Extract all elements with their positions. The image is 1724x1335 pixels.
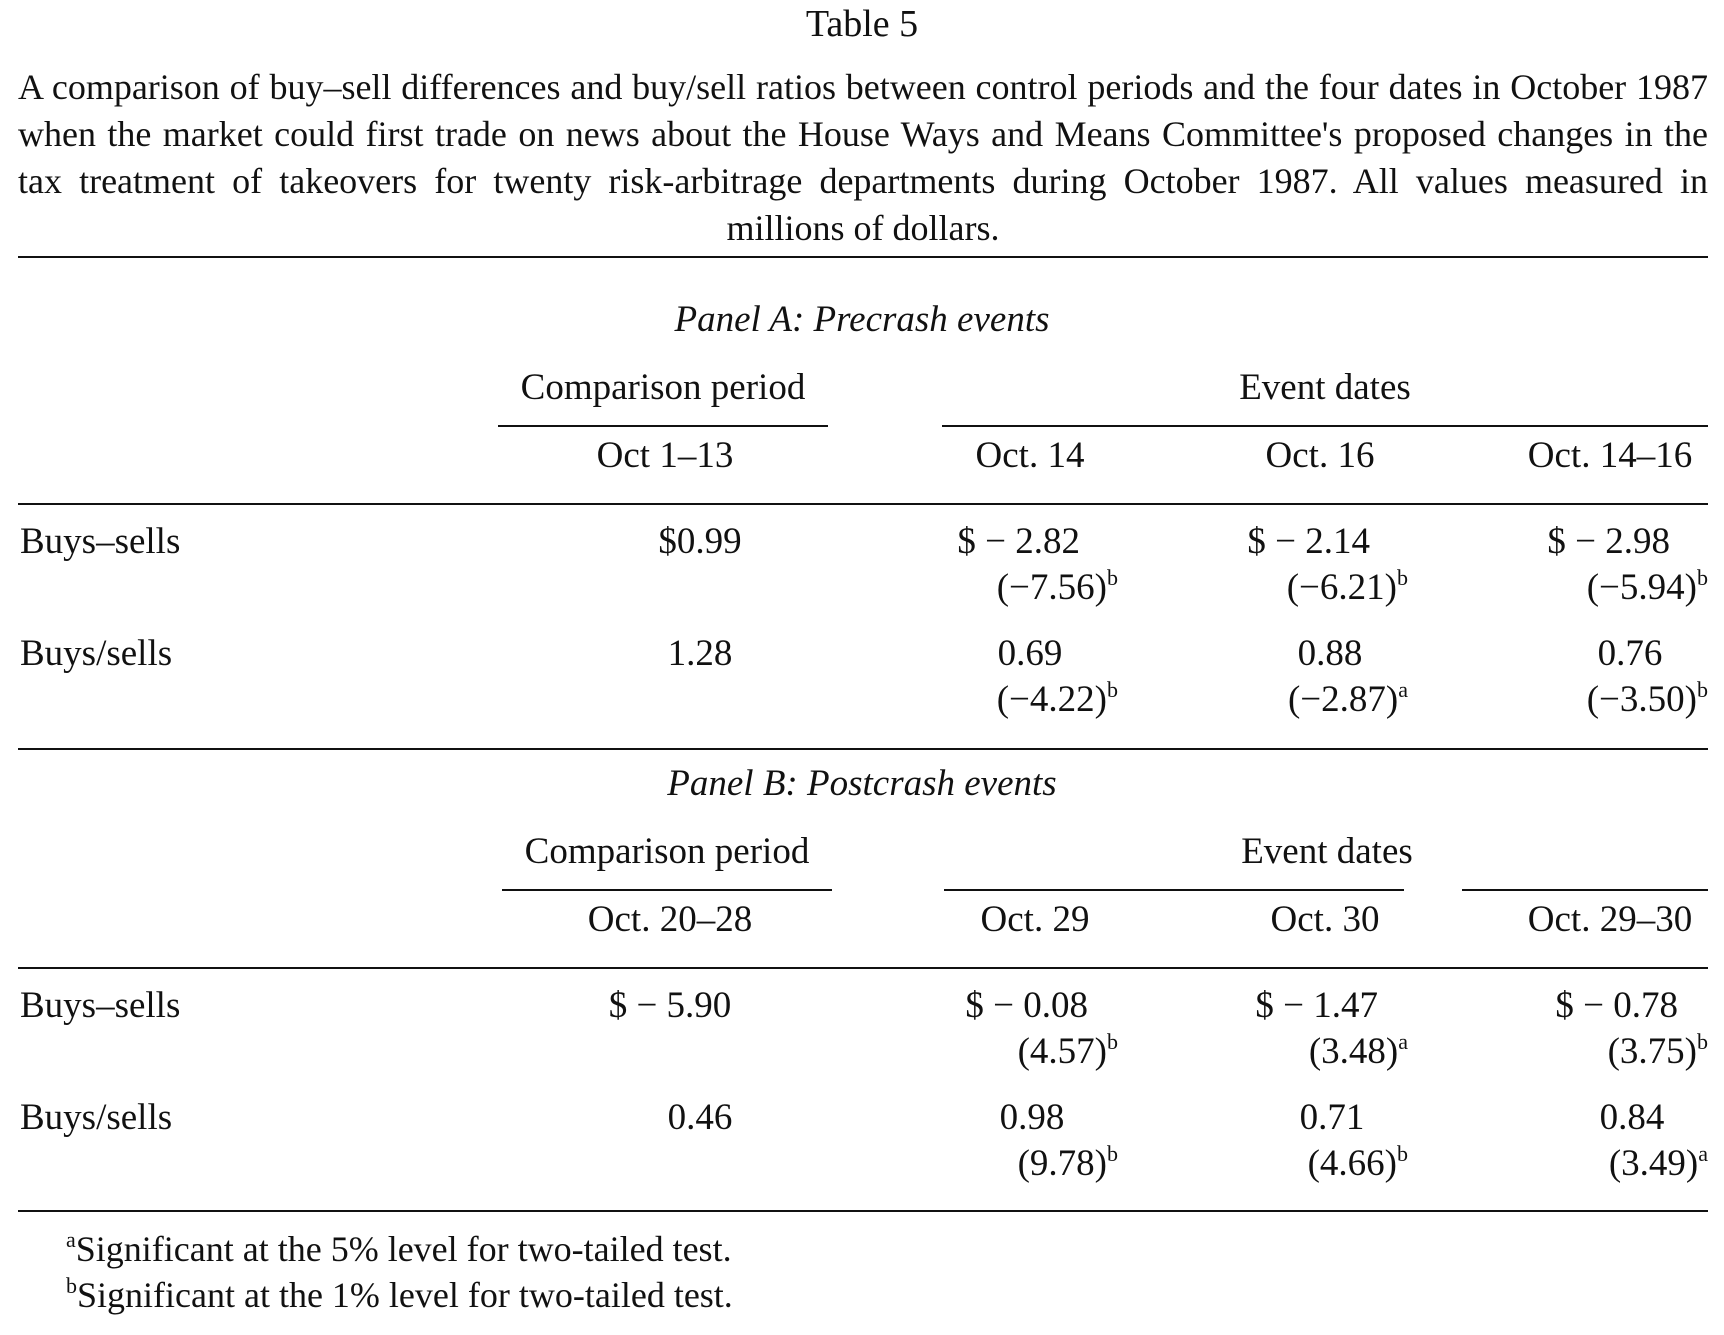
top-rule [18,256,1708,258]
panel-a-row-1-label: Buys–sells [20,521,181,562]
panel-b-row-2-tstat-1: $(9.78)^b$ [1017,1141,1118,1184]
panel-a-header-rule [18,503,1708,505]
panel-b-col-2: Oct. 30 [1270,899,1380,940]
panel-b-row-2-tstat-2: $(4.66)^b$ [1307,1141,1408,1184]
panel-a-row-1-tstat-3: $(-5.94)^b$ [1586,565,1708,608]
panel-b-event-header: Event dates [1241,831,1413,872]
footnote-b: $^b$Significant at the 1% level for two-tailed test. [66,1273,733,1315]
panel-a-col-1: Oct. 14 [975,435,1085,476]
panel-b-comparison-header: Comparison period [524,831,810,872]
panel-a-row-1-value-1: $ − 2.82 [957,521,1080,562]
panel-a-comparison-underline [498,425,828,427]
panel-a-row-2-label: Buys/sells [20,633,173,674]
panel-b-col-3: Oct. 29–30 [1527,899,1693,940]
panel-b-event-underline-2 [1462,889,1708,891]
footnote-a: $^a$Significant at the 5% level for two-tailed test. [66,1227,732,1269]
panel-b-row-1-value-2: $ − 1.47 [1255,985,1378,1026]
panel-a-row-1-value-2: $ − 2.14 [1247,521,1370,562]
panel-b-row-1-value-3: $ − 0.78 [1555,985,1678,1026]
panel-b-title: Panel B: Postcrash events [667,763,1057,804]
panel-b-row-2-label: Buys/sells [20,1097,173,1138]
panel-b-row-2-value-1: 0.98 [999,1097,1065,1138]
panel-a-row-2-comparison: 1.28 [667,633,733,674]
table-caption: A comparison of buy–sell differences and buy/sell ratios between control periods and the four dates in October 1987 when the market could first trade on news about the House Ways and Means Committee's proposed changes in the tax treatment of takeovers for twenty risk-arbitrage departments during October 1987. All values measured in millions of dollars. [18,67,1708,248]
panel-a-col-comparison: Oct 1–13 [596,435,734,476]
panel-b-row-2-tstat-3: $(3.49)^a$ [1608,1141,1708,1184]
panel-b-row-2-comparison: 0.46 [667,1097,733,1138]
panel-a-comparison-header: Comparison period [520,367,806,408]
panel-a-event-header: Event dates [1239,367,1411,408]
panel-b-row-1-tstat-2: $(3.48)^a$ [1308,1029,1408,1072]
panel-b-row-1-tstat-3: $(3.75)^b$ [1607,1029,1708,1072]
panel-b-row-1-value-1: $ − 0.08 [965,985,1088,1026]
panel-a-row-1-tstat-2: $(-6.21)^b$ [1286,565,1408,608]
panel-b-event-underline-1 [944,889,1404,891]
table-title: Table 5 [805,3,919,45]
panel-a-event-underline [942,425,1708,427]
panel-a-row-2-value-2: 0.88 [1297,633,1363,674]
panel-a-row-1-tstat-1: $(-7.56)^b$ [996,565,1118,608]
panel-a-row-2-tstat-1: $(-4.22)^b$ [996,677,1118,720]
panel-b-row-1-tstat-1: $(4.57)^b$ [1017,1029,1118,1072]
panel-a-row-2-value-1: 0.69 [997,633,1063,674]
panel-a-row-2-value-3: 0.76 [1597,633,1663,674]
panel-b-col-1: Oct. 29 [980,899,1090,940]
panel-b-row-1-label: Buys–sells [20,985,181,1026]
panel-a-col-2: Oct. 16 [1265,435,1375,476]
panel-b-header-rule [18,967,1708,969]
panel-b-comparison-underline [502,889,832,891]
panel-a-col-3: Oct. 14–16 [1527,435,1693,476]
panel-a-row-1-comparison: $0.99 [658,521,742,562]
panel-a-row-1-value-3: $ − 2.98 [1547,521,1670,562]
panel-separator-rule [18,748,1708,750]
panel-b-row-2-value-2: 0.71 [1299,1097,1365,1138]
panel-a-row-2-tstat-2: $(-2.87)^a$ [1287,677,1408,720]
panel-b-row-1-comparison: $ − 5.90 [608,985,732,1026]
panel-a-row-2-tstat-3: $(-3.50)^b$ [1586,677,1708,720]
panel-a-title: Panel A: Precrash events [674,299,1050,340]
panel-b-row-2-value-3: 0.84 [1599,1097,1665,1138]
bottom-rule [18,1210,1708,1212]
panel-b-col-comparison: Oct. 20–28 [587,899,753,940]
